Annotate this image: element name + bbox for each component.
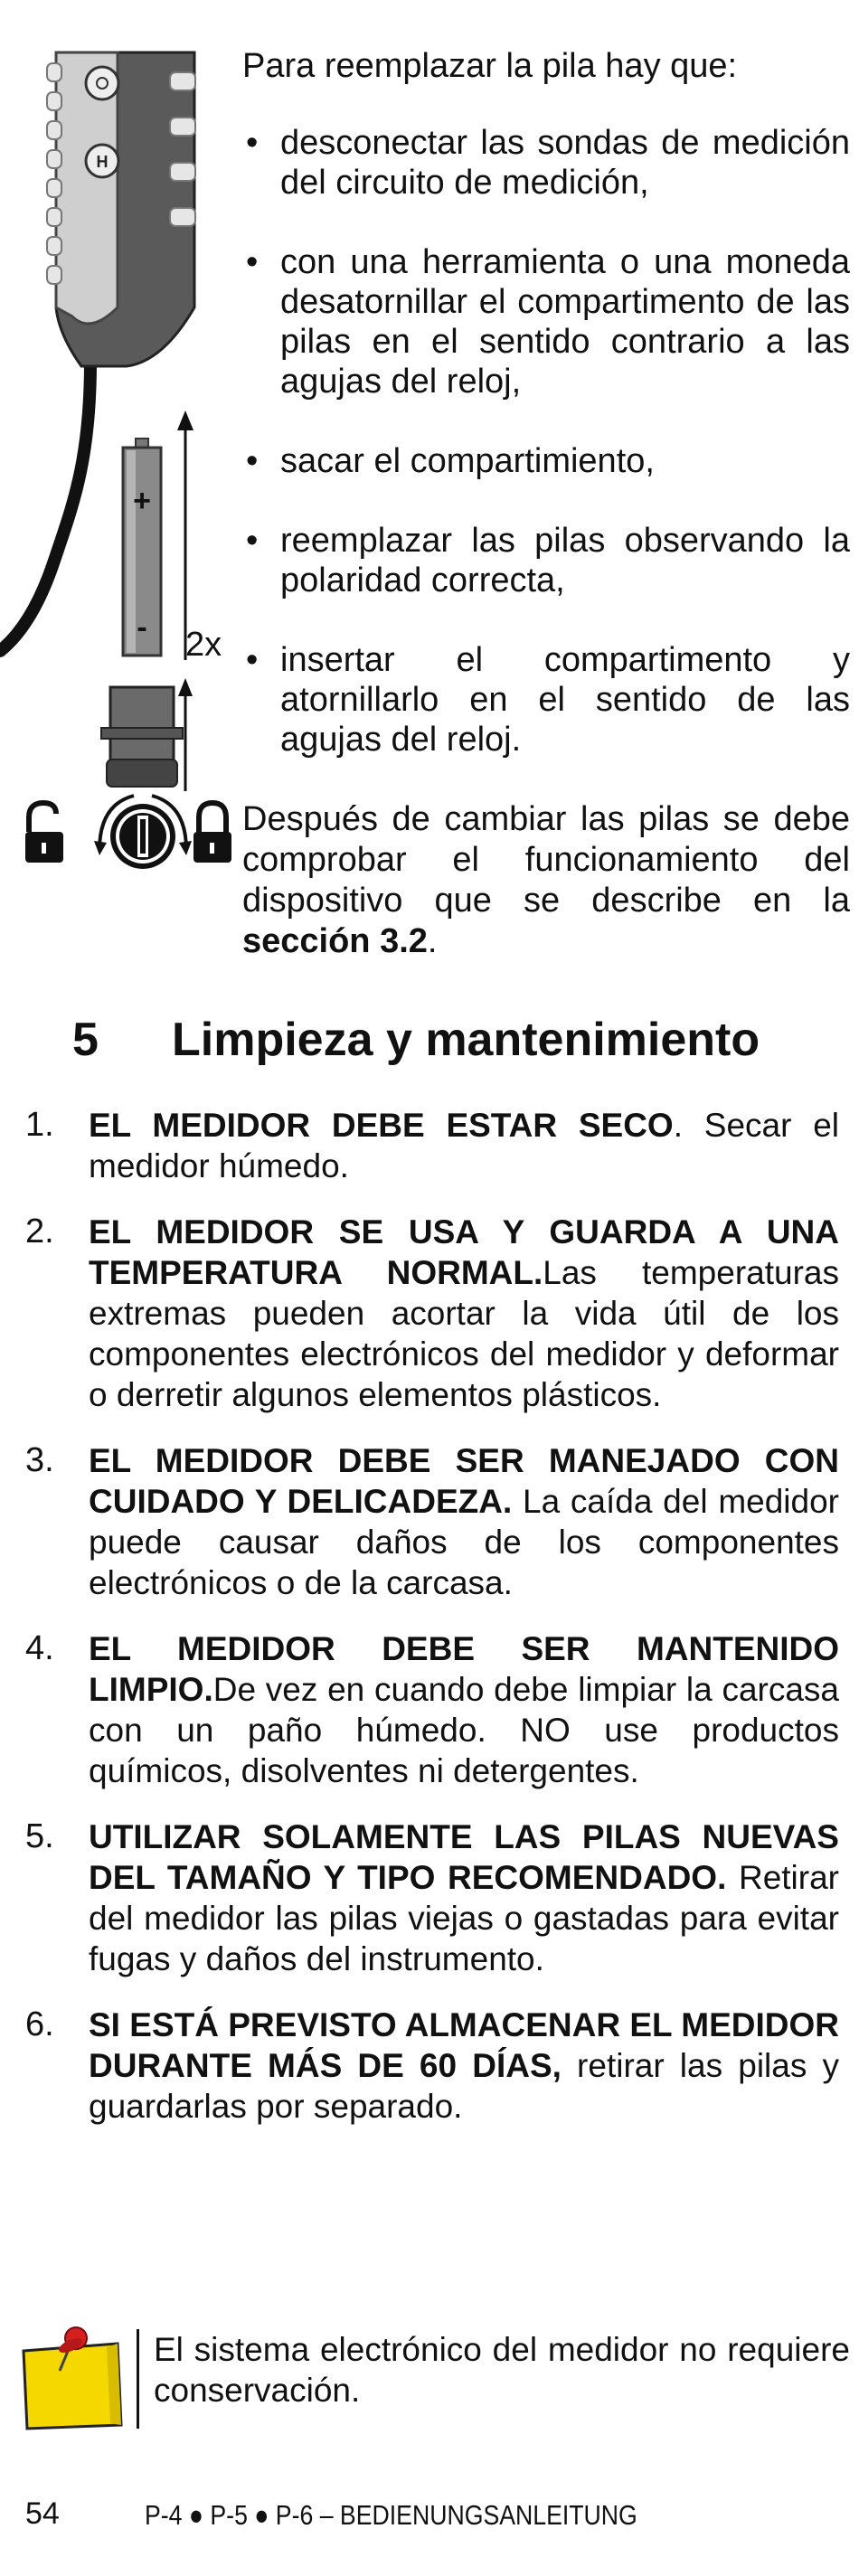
list-item: • insertar el compartimento y atornillarlo en el sentido de las agujas del reloj. xyxy=(242,640,850,760)
list-item xyxy=(25,1212,839,1415)
note-text: El sistema electrónico del medidor no requiere conservación. xyxy=(154,2331,850,2409)
note-box xyxy=(16,2324,850,2432)
item-number: 5. xyxy=(25,1817,54,1855)
battery-steps-list xyxy=(242,123,850,760)
page-footer xyxy=(25,2491,839,2536)
battery-compartment-icon xyxy=(101,687,183,787)
battery-replacement-figure xyxy=(0,36,240,859)
list-item: • desconectar las sondas de medición del circuito de medición, xyxy=(242,123,850,203)
lock-icon xyxy=(194,803,231,863)
item-text: EL MEDIDOR SE USA Y GUARDA A UNA TEMPERATURA NORMAL.Las temperaturas extremas pueden acortar la vida útil de los componentes electrónicos del medidor y deformar o derretir algunos elementos plásticos. xyxy=(89,1213,839,1413)
unlock-icon xyxy=(25,803,63,863)
svg-text:-: - xyxy=(137,610,147,645)
item-text: EL MEDIDOR DEBE ESTAR SECO. Secar el medidor húmedo. xyxy=(89,1107,839,1184)
item-number: 2. xyxy=(25,1213,54,1250)
light-button-icon xyxy=(86,67,118,99)
battery-replacement-section xyxy=(242,45,850,962)
after-replacement-note: Después de cambiar las pilas se debe comprobar el funcionamiento del dispositivo que se describe en la sección 3.2. xyxy=(242,800,850,960)
probe-cable xyxy=(0,362,90,651)
item-number: 6. xyxy=(25,2005,54,2043)
list-item: • con una herramienta o una moneda desatornillar el compartimento de las pilas en el sentido contrario a las agujas del reloj, xyxy=(242,242,850,401)
item-number: 3. xyxy=(25,1441,54,1479)
item-text: SI ESTÁ PREVISTO ALMACENAR EL MEDIDOR DURANTE MÁS DE 60 DÍAS, retirar las pilas y guardarlas por separado. xyxy=(89,2006,839,2125)
item-text: EL MEDIDOR DEBE SER MANTENIDO LIMPIO.De vez en cuando debe limpiar la carcasa con un paño húmedo. NO use productos químicos, disolventes ni detergentes. xyxy=(89,1630,839,1789)
battery-intro: Para reemplazar la pila hay que: xyxy=(242,47,738,85)
footer-title: P-4 ● P-5 ● P-6 – BEDIENUNGSANLEITUNG xyxy=(145,2499,637,2531)
list-item xyxy=(25,1440,839,1603)
section-title: Limpieza y mantenimiento xyxy=(172,1014,760,1066)
list-item xyxy=(25,1816,839,1979)
section-number: 5 xyxy=(72,1014,99,1066)
list-item xyxy=(25,1628,839,1791)
battery-icon xyxy=(123,439,161,656)
meter-device-icon xyxy=(47,52,195,366)
meter-and-battery-illustration xyxy=(0,36,240,859)
list-item: • reemplazar las pilas observando la polaridad correcta, xyxy=(242,521,850,600)
page-number: 54 xyxy=(25,2496,60,2531)
item-number: 4. xyxy=(25,1629,54,1667)
svg-text:+: + xyxy=(133,484,151,518)
section-heading xyxy=(72,1013,850,1067)
battery-count-label: 2x xyxy=(185,626,222,664)
note-divider xyxy=(137,2329,139,2429)
maintenance-list xyxy=(25,1105,839,2152)
list-item xyxy=(25,2005,839,2127)
list-item: • sacar el compartimiento, xyxy=(242,441,850,481)
item-text: EL MEDIDOR DEBE SER MANEJADO CON CUIDADO Y DELICADEZA. La caída del medidor puede causar daños de los componentes electrónicos o de la carcasa. xyxy=(89,1442,839,1601)
screw-rotation-figure xyxy=(16,787,238,886)
pinned-note-icon xyxy=(16,2324,129,2432)
svg-text:H: H xyxy=(96,153,109,171)
rotate-icon xyxy=(94,796,192,869)
item-text: UTILIZAR SOLAMENTE LAS PILAS NUEVAS DEL TAMAÑO Y TIPO RECOMENDADO. Retirar del medidor las pilas viejas o gastadas para evitar fugas y daños del instrumento. xyxy=(89,1818,839,1977)
section-reference: sección 3.2 xyxy=(242,922,428,960)
item-number: 1. xyxy=(25,1106,54,1144)
list-item xyxy=(25,1105,839,1186)
